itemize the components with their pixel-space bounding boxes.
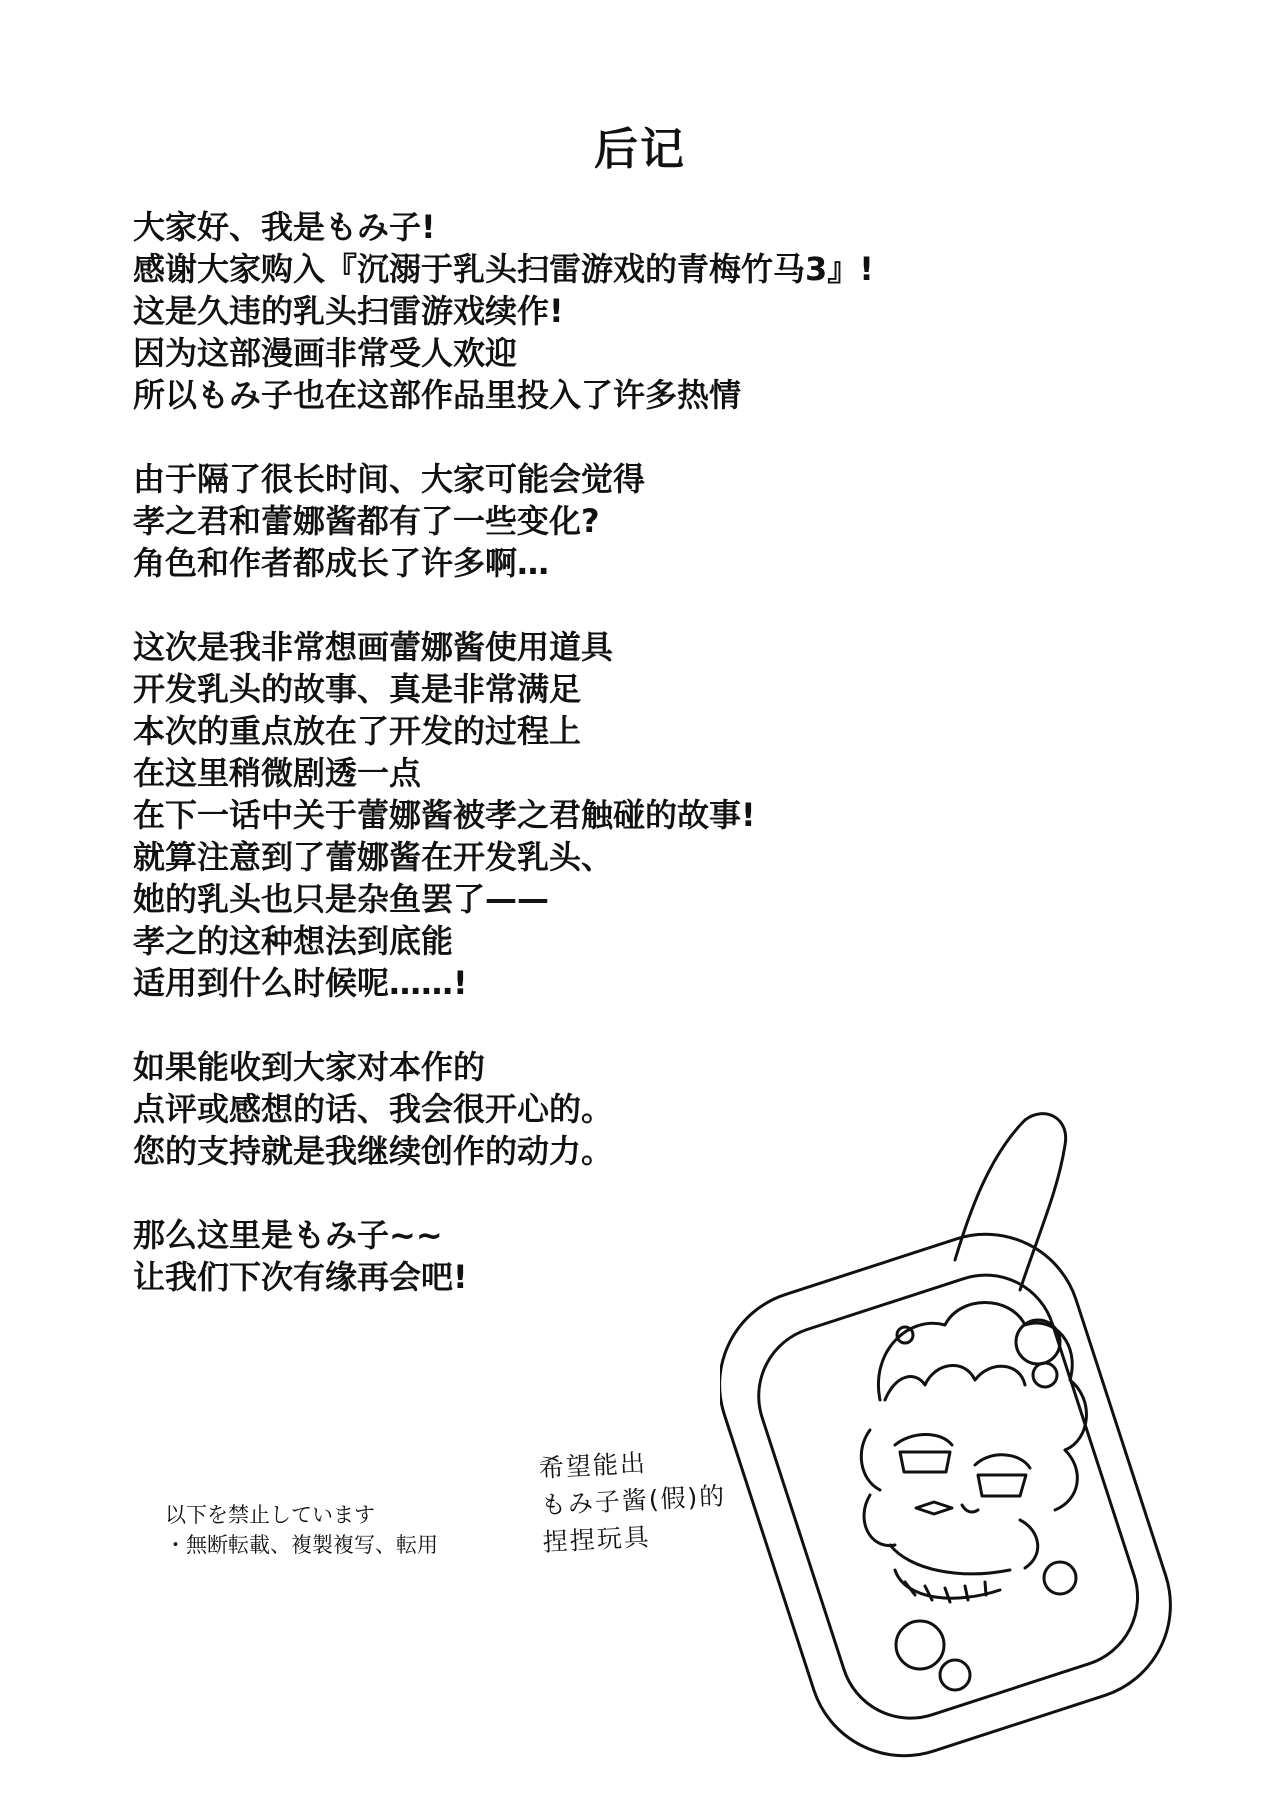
text-line: 在这里稍微剧透一点 (133, 754, 422, 792)
page-title: 后记 (594, 124, 686, 176)
caption-line: 捏捏玩具 (542, 1522, 652, 1557)
paragraph-greeting (133, 206, 953, 416)
squeeze-toy-illustration (720, 1100, 1220, 1770)
text-line: 那么这里是もみ子~~ (133, 1216, 443, 1254)
paragraph-changes (133, 458, 953, 584)
text-line: 感谢大家购入『沉溺于乳头扫雷游戏的青梅竹马3』! (133, 250, 874, 288)
text-line: 由于隔了很长时间、大家可能会觉得 (133, 460, 646, 498)
text-line: 角色和作者都成长了许多啊… (133, 544, 550, 582)
illustration-caption (538, 1440, 729, 1561)
notice-line: ・無断転載、複製複写、転用 (165, 1533, 438, 1557)
text-line: 本次的重点放在了开发的过程上 (133, 712, 582, 750)
text-line: 开发乳头的故事、真是非常满足 (133, 670, 582, 708)
text-line: 大家好、我是もみ子! (133, 208, 436, 246)
text-line: 所以もみ子也在这部作品里投入了许多热情 (133, 376, 742, 414)
text-line: 这是久违的乳头扫雷游戏续作! (133, 292, 564, 330)
text-line: 适用到什么时候呢……! (133, 964, 468, 1002)
caption-line: 希望能出 (538, 1448, 648, 1483)
text-line: 孝之的这种想法到底能 (133, 922, 454, 960)
text-line: 如果能收到大家对本作的 (133, 1048, 486, 1086)
text-line: 在下一话中关于蕾娜酱被孝之君触碰的故事! (133, 796, 756, 834)
text-line: 点评或感想的话、我会很开心的。 (133, 1090, 614, 1128)
text-line: 她的乳头也只是杂鱼罢了—— (133, 880, 550, 918)
text-line: 因为这部漫画非常受人欢迎 (133, 334, 518, 372)
text-line: 您的支持就是我继续创作的动力。 (133, 1132, 614, 1170)
text-line: 就算注意到了蕾娜酱在开发乳头、 (133, 838, 614, 876)
text-line: 这次是我非常想画蕾娜酱使用道具 (133, 628, 614, 666)
notice-line: 以下を禁止しています (165, 1503, 375, 1527)
text-line: 孝之君和蕾娜酱都有了一些变化? (133, 502, 600, 540)
text-line: 让我们下次有缘再会吧! (133, 1258, 468, 1296)
paragraph-story (133, 626, 953, 1004)
caption-line: もみ子酱(假)的 (540, 1481, 727, 1520)
copyright-notice (165, 1500, 438, 1560)
